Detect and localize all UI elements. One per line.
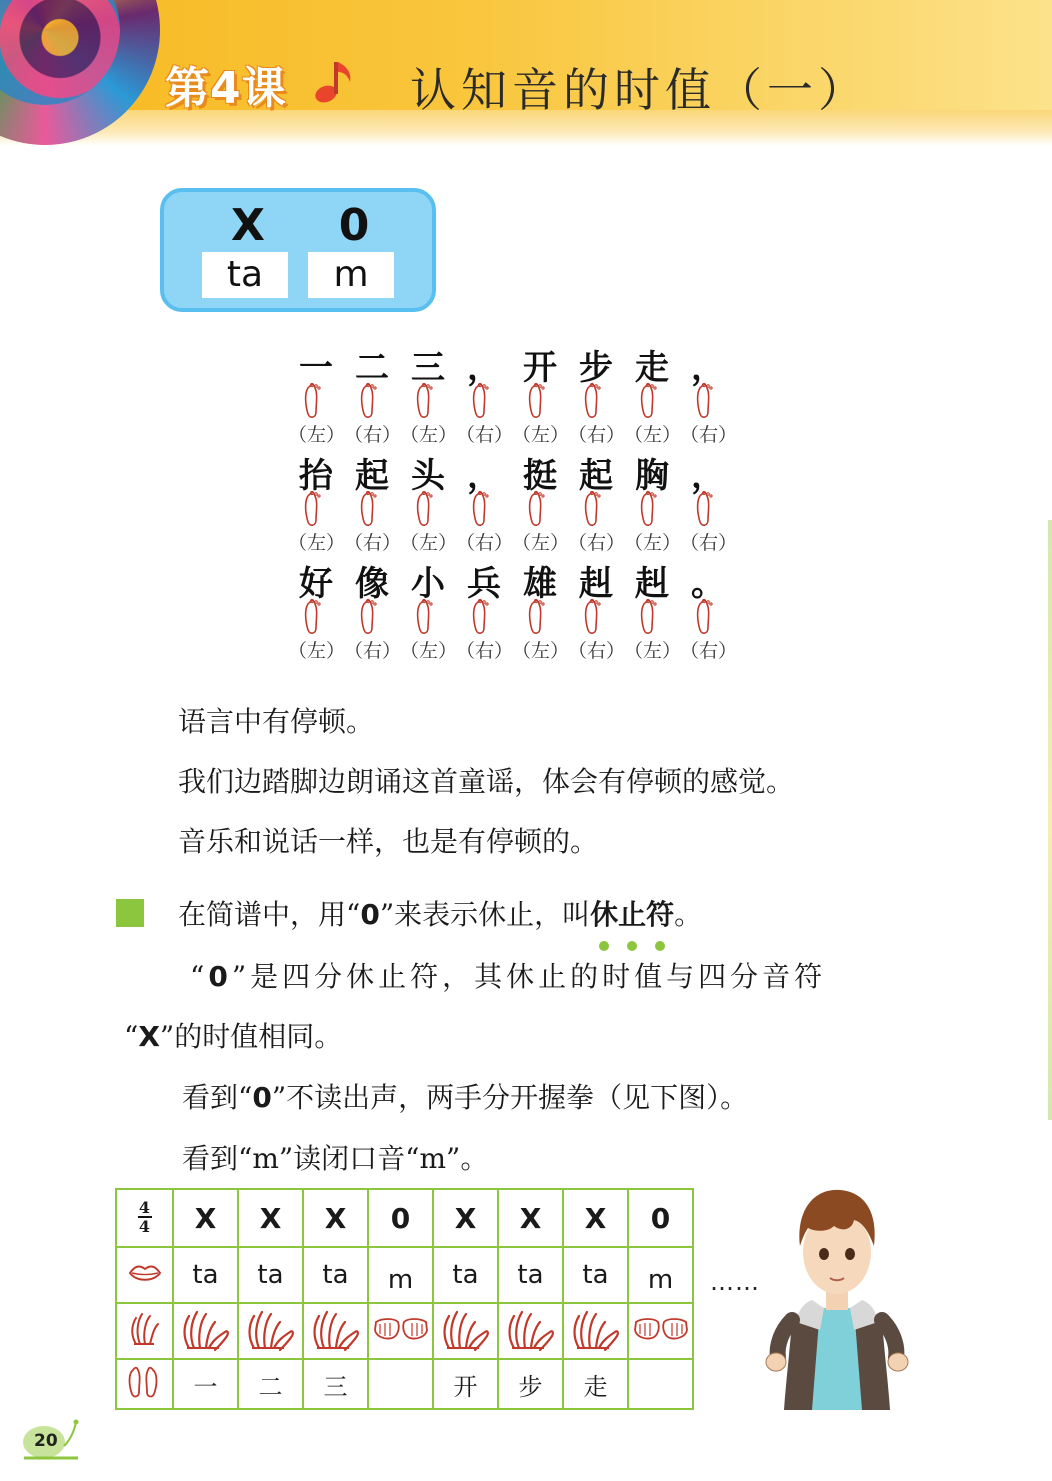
p4-text-a: 在简谱中，用“	[178, 898, 361, 931]
foot-side-label: （左）	[624, 424, 682, 446]
footprint-icon	[568, 598, 624, 638]
foot-side-label: （左）	[512, 532, 570, 554]
rhythm-symbol-cell	[563, 1189, 628, 1247]
foot-side-label: （左）	[400, 424, 458, 446]
ellipsis: ……	[710, 1268, 760, 1296]
rhythm-symbol: X	[519, 1201, 542, 1235]
emphasis-term	[590, 893, 674, 933]
rhyme-char: 赳	[579, 564, 613, 604]
rhyme-char: 步	[579, 348, 613, 388]
foot-side-label: （左）	[288, 532, 346, 554]
foot-side-label: （左）	[288, 640, 346, 662]
footprint-icon	[344, 598, 400, 638]
closed-fists-icon	[372, 1329, 430, 1348]
action-cell	[303, 1303, 368, 1359]
paragraph-1: 语言中有停顿。	[178, 705, 375, 738]
foot-side-label: （右）	[568, 424, 626, 446]
footprint-icon	[456, 598, 512, 638]
rhyme-char: 起	[579, 456, 613, 496]
rhyme-char: 一	[299, 348, 333, 388]
rhyme-char: 二	[355, 348, 389, 388]
feet-icon	[125, 1364, 165, 1400]
foot-side-label: （左）	[288, 424, 346, 446]
clapping-hands-icon	[244, 1337, 298, 1356]
syllable-m: m	[308, 252, 394, 298]
syllable-cell	[563, 1247, 628, 1303]
syllable: m	[647, 1265, 674, 1295]
step-word: 二	[258, 1372, 283, 1401]
footprint-icon	[512, 490, 568, 530]
foot-side-label: （右）	[456, 640, 514, 662]
clapping-hands-icon	[179, 1337, 233, 1356]
time-signature-top: 4	[138, 1198, 151, 1217]
rhyme-characters	[288, 340, 728, 388]
action-cell	[173, 1303, 238, 1359]
left-right-labels	[288, 528, 738, 554]
syllable: ta	[452, 1260, 479, 1290]
syllable-cell	[433, 1247, 498, 1303]
foot-side-label: （右）	[680, 640, 738, 662]
foot-side-label: （左）	[512, 424, 570, 446]
footprint-icon	[456, 382, 512, 422]
lips-icon-cell	[116, 1247, 173, 1303]
footprint-icon	[624, 598, 680, 638]
rhythm-symbol-cell	[238, 1189, 303, 1247]
clapping-hands-icon	[569, 1337, 623, 1356]
foot-side-label: （右）	[568, 532, 626, 554]
rhyme-char: 三	[411, 348, 445, 388]
foot-side-label: （右）	[680, 424, 738, 446]
paragraph-6	[124, 1015, 342, 1055]
foot-side-label: （左）	[400, 640, 458, 662]
step-word: 三	[323, 1372, 348, 1401]
step-cell	[498, 1359, 563, 1409]
step-cell	[303, 1359, 368, 1409]
rest-symbol-inline: 0	[360, 898, 380, 931]
footprint-icon	[680, 598, 736, 638]
rhythm-symbol-cell	[433, 1189, 498, 1247]
footprint-icon	[344, 382, 400, 422]
rhyme-char: 开	[523, 348, 557, 388]
right-edge-decoration	[1048, 520, 1052, 1120]
paragraph-2: 我们边踏脚边朗诵这首童谣，体会有停顿的感觉。	[178, 765, 795, 798]
footprint-icon	[512, 598, 568, 638]
action-cell	[563, 1303, 628, 1359]
footprint-icon	[512, 382, 568, 422]
rhyme-char: 抬	[299, 456, 333, 496]
footprint-icon	[456, 490, 512, 530]
action-cell	[498, 1303, 563, 1359]
footprint-icon	[400, 382, 456, 422]
footprint-icon	[344, 490, 400, 530]
note-symbol-inline: X	[138, 1020, 160, 1053]
footprint-icon	[568, 382, 624, 422]
feet-icon-cell	[116, 1359, 173, 1409]
footprint-icon	[624, 490, 680, 530]
clap-icon-cell	[116, 1303, 173, 1359]
quarter-note-symbol: X	[231, 200, 265, 251]
rest-term: 休止符	[590, 898, 675, 931]
footprint-icon	[288, 382, 344, 422]
rhyme-char: 好	[299, 564, 333, 604]
step-cell	[238, 1359, 303, 1409]
syllable: ta	[582, 1260, 609, 1290]
p4-text-b: ”来表示休止，叫	[379, 898, 591, 931]
rhythm-symbol: X	[259, 1201, 282, 1235]
footprint-icon	[288, 598, 344, 638]
left-right-labels	[288, 420, 738, 446]
step-cell	[563, 1359, 628, 1409]
rhyme-characters	[288, 448, 728, 496]
page-number: 20	[34, 1431, 58, 1451]
footprints	[288, 490, 728, 530]
p5-text-a: “	[190, 960, 209, 993]
action-cell	[368, 1303, 433, 1359]
foot-side-label: （左）	[512, 640, 570, 662]
action-cell	[628, 1303, 693, 1359]
clap-icon	[128, 1310, 162, 1348]
step-cell	[368, 1359, 433, 1409]
syllable-cell	[173, 1247, 238, 1303]
time-signature-bottom: 4	[138, 1217, 151, 1236]
syllable-cell	[498, 1247, 563, 1303]
rhythm-symbol: 0	[650, 1201, 671, 1235]
step-word: 一	[193, 1372, 218, 1401]
paragraph-4	[178, 893, 702, 933]
footprints	[288, 598, 728, 638]
rhyme-char: 挺	[523, 456, 557, 496]
rest-symbol-inline: 0	[252, 1081, 272, 1114]
footprint-icon	[400, 598, 456, 638]
emphasis-dots	[590, 941, 674, 951]
step-cell	[173, 1359, 238, 1409]
left-right-labels	[288, 636, 738, 662]
rhythm-symbol: X	[454, 1201, 477, 1235]
syllable: ta	[257, 1260, 284, 1290]
paragraph-8: 看到“m”读闭口音“m”。	[182, 1142, 489, 1175]
p7-text-b: ”不读出声，两手分开握拳（见下图）。	[271, 1081, 749, 1114]
foot-side-label: （右）	[456, 532, 514, 554]
lesson-number: 第4课	[165, 63, 287, 114]
syllable: ta	[517, 1260, 544, 1290]
foot-side-label: （左）	[624, 640, 682, 662]
rhyme-char: 赳	[635, 564, 669, 604]
rhythm-symbol-cell	[368, 1189, 433, 1247]
clapping-hands-icon	[439, 1337, 493, 1356]
footprint-icon	[680, 382, 736, 422]
step-word: 开	[453, 1372, 478, 1401]
time-signature-cell	[116, 1189, 173, 1247]
footprint-icon	[680, 490, 736, 530]
rhythm-symbol: X	[584, 1201, 607, 1235]
rhyme-char: 小	[411, 564, 445, 604]
rhyme-char: 雄	[523, 564, 557, 604]
paragraph-3: 音乐和说话一样，也是有停顿的。	[178, 825, 599, 858]
action-cell	[433, 1303, 498, 1359]
rhythm-symbol-cell	[498, 1189, 563, 1247]
page-number-badge	[20, 1418, 84, 1462]
rhyme-char: 起	[355, 456, 389, 496]
footprints	[288, 382, 728, 422]
syllable-cell	[303, 1247, 368, 1303]
footprint-icon	[400, 490, 456, 530]
footprint-icon	[288, 490, 344, 530]
footprint-icon	[624, 382, 680, 422]
rhythm-symbol-cell	[173, 1189, 238, 1247]
section-bullet	[116, 899, 144, 927]
paragraph-5	[190, 955, 826, 995]
foot-side-label: （左）	[400, 532, 458, 554]
rest-symbol-inline: 0	[208, 960, 232, 993]
clapping-hands-icon	[309, 1337, 363, 1356]
rhyme-char: 走	[635, 348, 669, 388]
rhyme-char: ，	[691, 456, 725, 496]
p4-text-end: 。	[674, 898, 703, 931]
foot-side-label: （右）	[344, 640, 402, 662]
rhyme-char: 头	[411, 456, 445, 496]
closed-fists-icon	[632, 1329, 690, 1348]
clapping-hands-icon	[504, 1337, 558, 1356]
rhythm-symbol: X	[324, 1201, 347, 1235]
foot-side-label: （右）	[568, 640, 626, 662]
footprint-icon	[568, 490, 624, 530]
step-word: 走	[583, 1372, 608, 1401]
page-header	[0, 0, 1052, 145]
rhythm-symbol-cell	[628, 1189, 693, 1247]
rhyme-characters	[288, 556, 728, 604]
rhyme-char: ，	[467, 348, 501, 388]
step-cell	[433, 1359, 498, 1409]
foot-side-label: （右）	[680, 532, 738, 554]
note-symbol-box	[160, 188, 436, 312]
syllable-ta: ta	[202, 252, 288, 298]
rhyme-char: ，	[467, 456, 501, 496]
step-cell	[628, 1359, 693, 1409]
rhyme-char: 兵	[467, 564, 501, 604]
rhythm-symbol: X	[194, 1201, 217, 1235]
action-cell	[238, 1303, 303, 1359]
syllable-cell	[238, 1247, 303, 1303]
boy-illustration	[762, 1180, 912, 1420]
syllable-cell	[628, 1247, 693, 1303]
syllable: m	[387, 1265, 414, 1295]
p7-text-a: 看到“	[182, 1081, 253, 1114]
syllable-cell	[368, 1247, 433, 1303]
paragraph-7	[182, 1076, 748, 1116]
rhyme-char: 像	[355, 564, 389, 604]
quarter-rest-symbol: 0	[338, 200, 370, 251]
lips-icon	[128, 1262, 162, 1284]
rhyme-char: 胸	[635, 456, 669, 496]
rhyme-char: ，	[691, 348, 725, 388]
rhythm-symbol: 0	[390, 1201, 411, 1235]
foot-side-label: （右）	[456, 424, 514, 446]
rhythm-symbol-cell	[303, 1189, 368, 1247]
rhythm-table	[115, 1188, 694, 1410]
syllable: ta	[192, 1260, 219, 1290]
rhyme-char: 。	[691, 564, 725, 604]
p6-text-a: “	[124, 1020, 139, 1053]
p6-text-b: ”的时值相同。	[159, 1020, 343, 1053]
foot-side-label: （左）	[624, 532, 682, 554]
step-word: 步	[518, 1372, 543, 1401]
music-note-icon	[312, 56, 356, 104]
lesson-title: 认知音的时值（一）	[410, 63, 869, 117]
syllable: ta	[322, 1260, 349, 1290]
p5-text-b: ”是四分休止符，其休止的时值与四分音符	[231, 960, 827, 993]
foot-side-label: （右）	[344, 424, 402, 446]
time-signature	[138, 1200, 152, 1234]
foot-side-label: （右）	[344, 532, 402, 554]
